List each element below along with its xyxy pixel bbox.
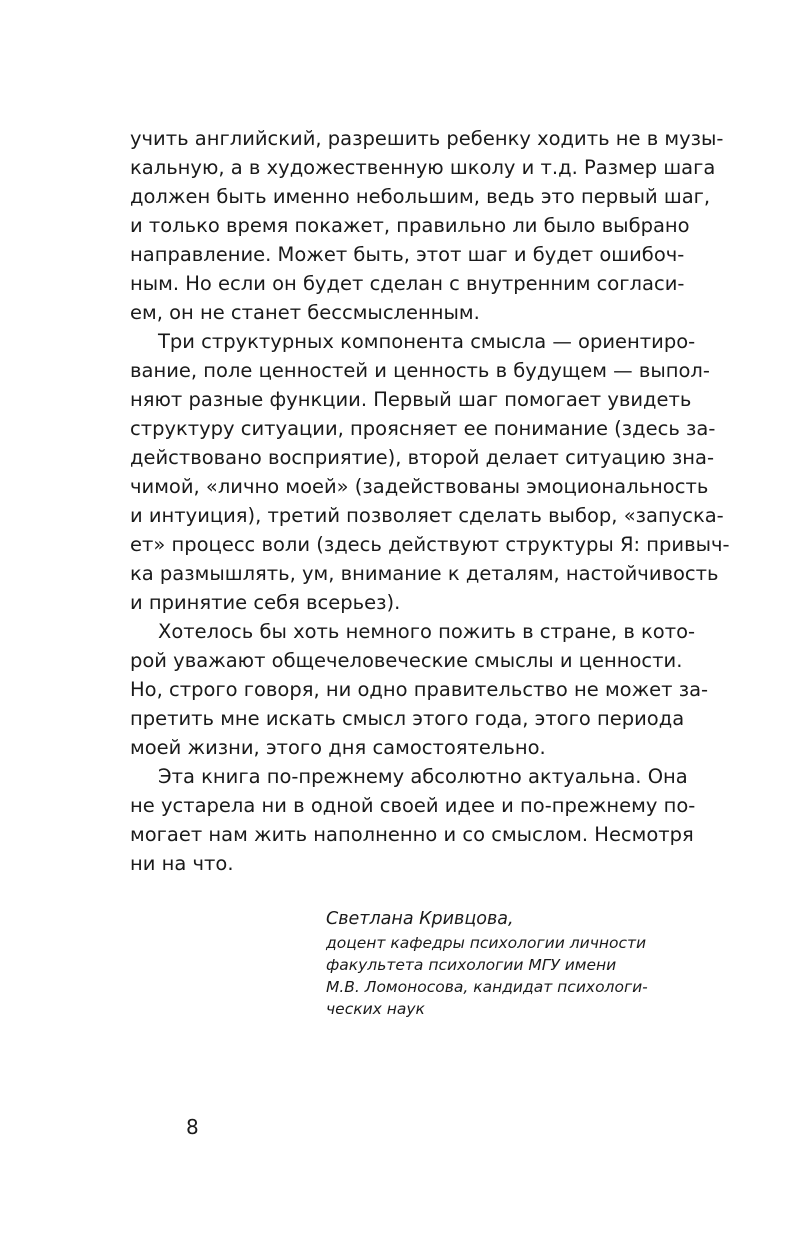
text-line: и интуиция), третий позволяет сделать выбор, «запуска- xyxy=(130,504,724,527)
author-title-line: факультета психологии МГУ имени xyxy=(326,956,617,974)
text-line: структуру ситуации, проясняет ее понимание (здесь за- xyxy=(130,417,716,440)
paragraph-start-line: Хотелось бы хоть немного пожить в стране, в кото- xyxy=(158,620,696,643)
author-title-line: доцент кафедры психологии личности xyxy=(326,934,647,952)
text-line: направление. Может быть, этот шаг и будет ошибоч- xyxy=(130,243,685,266)
paragraph-start-line: Эта книга по-прежнему абсолютно актуальна. Она xyxy=(158,765,688,788)
text-line: ка размышлять, ум, внимание к деталям, настойчивость xyxy=(130,562,719,585)
body-text xyxy=(130,124,730,878)
paragraph-end-line: ем, он не станет бессмысленным. xyxy=(130,301,480,324)
author-name: Светлана Кривцова, xyxy=(326,909,514,929)
text-line: могает нам жить наполненно и со смыслом. Несмотря xyxy=(130,823,694,846)
author-title-line: М.В. Ломоносова, кандидат психологи- xyxy=(326,978,648,996)
paragraph-start-line: Три структурных компонента смысла — ориентиро- xyxy=(158,330,696,353)
author-title-line: ческих наук xyxy=(326,1000,425,1018)
text-line: ным. Но если он будет сделан с внутренним согласи- xyxy=(130,272,685,295)
text-line: не устарела ни в одной своей идее и по-прежнему по- xyxy=(130,794,696,817)
text-line: должен быть именно небольшим, ведь это первый шаг, xyxy=(130,185,711,208)
paragraph-end-line: и принятие себя всерьез). xyxy=(130,591,401,614)
text-line: рой уважают общечеловеческие смыслы и ценности. xyxy=(130,649,683,672)
text-line: кальную, а в художественную школу и т.д. Размер шага xyxy=(130,156,716,179)
text-line: учить английский, разрешить ребенку ходить не в музы- xyxy=(130,127,724,150)
text-line: претить мне искать смысл этого года, этого периода xyxy=(130,707,685,730)
text-line: и только время покажет, правильно ли было выбрано xyxy=(130,214,690,237)
page-number: 8 xyxy=(186,1115,199,1139)
author-signature xyxy=(326,907,666,1020)
paragraph-end-line: ни на что. xyxy=(130,852,234,875)
text-line: чимой, «лично моей» (задействованы эмоциональность xyxy=(130,475,709,498)
text-line: няют разные функции. Первый шаг помогает увидеть xyxy=(130,388,692,411)
paragraph-end-line: моей жизни, этого дня самостоятельно. xyxy=(130,736,546,759)
text-line: действовано восприятие), второй делает ситуацию зна- xyxy=(130,446,715,469)
text-line: Но, строго говоря, ни одно правительство не может за- xyxy=(130,678,709,701)
text-line: вание, поле ценностей и ценность в будущем — выпол- xyxy=(130,359,710,382)
text-line: ет» процесс воли (здесь действуют структуры Я: привыч- xyxy=(130,533,730,556)
